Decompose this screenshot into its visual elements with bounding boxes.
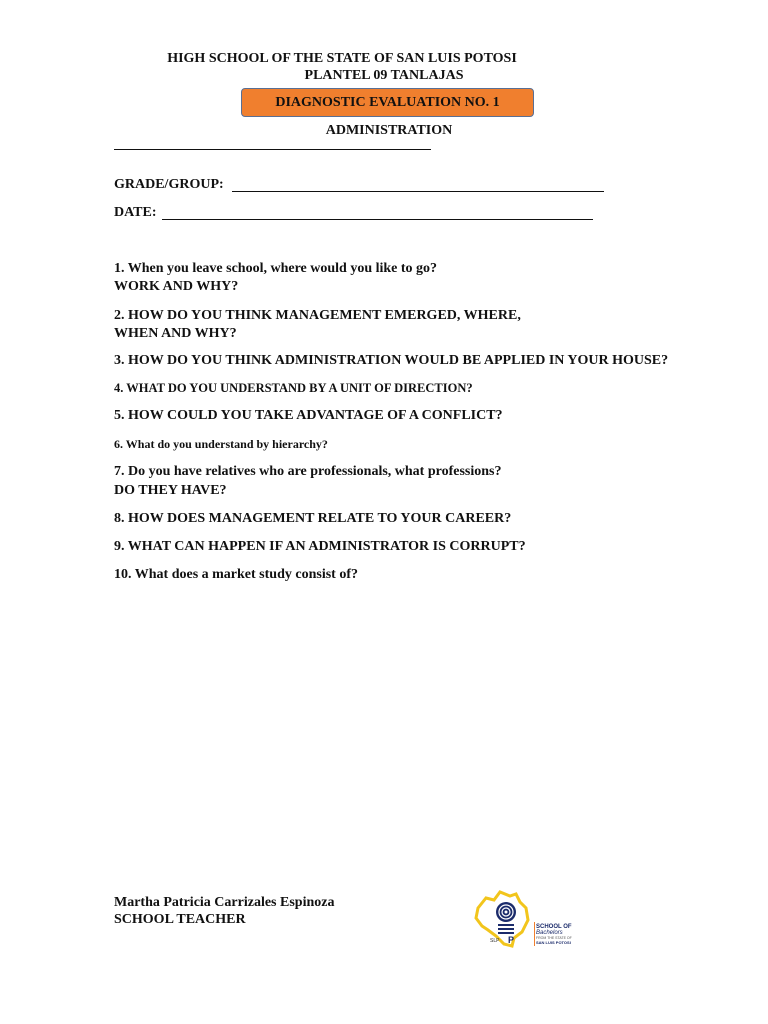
question-5: 5. HOW COULD YOU TAKE ADVANTAGE OF A CONFLICT? [114, 408, 503, 423]
plantel-name: PLANTEL 09 TANLAJAS [304, 68, 464, 83]
evaluation-title: DIAGNOSTIC EVALUATION NO. 1 [275, 94, 500, 110]
question-10: 10. What does a market study consist of? [114, 567, 358, 582]
logo-text-line-2: Bachelors [536, 930, 563, 936]
logo-text-line-4: SAN LUIS POTOSI [536, 940, 571, 945]
question-3: 3. HOW DO YOU THINK ADMINISTRATION WOULD BE APPLIED IN YOUR HOUSE? [114, 353, 669, 368]
question-1-continued: WORK AND WHY? [114, 279, 239, 294]
logo-letter: P [508, 935, 515, 945]
date-blank-line [162, 205, 593, 220]
question-7: 7. Do you have relatives who are professionals, what professions? [114, 464, 502, 479]
logo-abbrev: SLP [490, 938, 500, 944]
grade-group-label: GRADE/GROUP: [114, 177, 224, 192]
question-1: 1. When you leave school, where would you like to go? [114, 261, 438, 276]
logo-text-line-3: FROM THE STATE OF [536, 936, 572, 940]
question-9: 9. WHAT CAN HAPPEN IF AN ADMINISTRATOR IS CORRUPT? [114, 539, 526, 554]
grade-group-blank-line [232, 177, 604, 192]
teacher-name: Martha Patricia Carrizales Espinoza [114, 895, 335, 910]
name-blank-line [114, 149, 431, 150]
question-2: 2. HOW DO YOU THINK MANAGEMENT EMERGED, WHERE, [114, 308, 521, 323]
school-name: HIGH SCHOOL OF THE STATE OF SAN LUIS POTOSI [167, 51, 517, 66]
evaluation-title-box [241, 88, 534, 117]
question-6: 6. What do you understand by hierarchy? [114, 437, 328, 451]
teacher-role: SCHOOL TEACHER [114, 912, 246, 927]
question-4: 4. WHAT DO YOU UNDERSTAND BY A UNIT OF DIRECTION? [114, 381, 473, 395]
question-8: 8. HOW DOES MANAGEMENT RELATE TO YOUR CAREER? [114, 511, 512, 526]
date-label: DATE: [114, 205, 157, 220]
question-2-continued: WHEN AND WHY? [114, 326, 237, 341]
logo-text-line-1: SCHOOL OF [536, 924, 572, 930]
subject-title: ADMINISTRATION [325, 123, 453, 138]
question-7-continued: DO THEY HAVE? [114, 483, 227, 498]
school-of-bachelors-logo [470, 886, 590, 950]
